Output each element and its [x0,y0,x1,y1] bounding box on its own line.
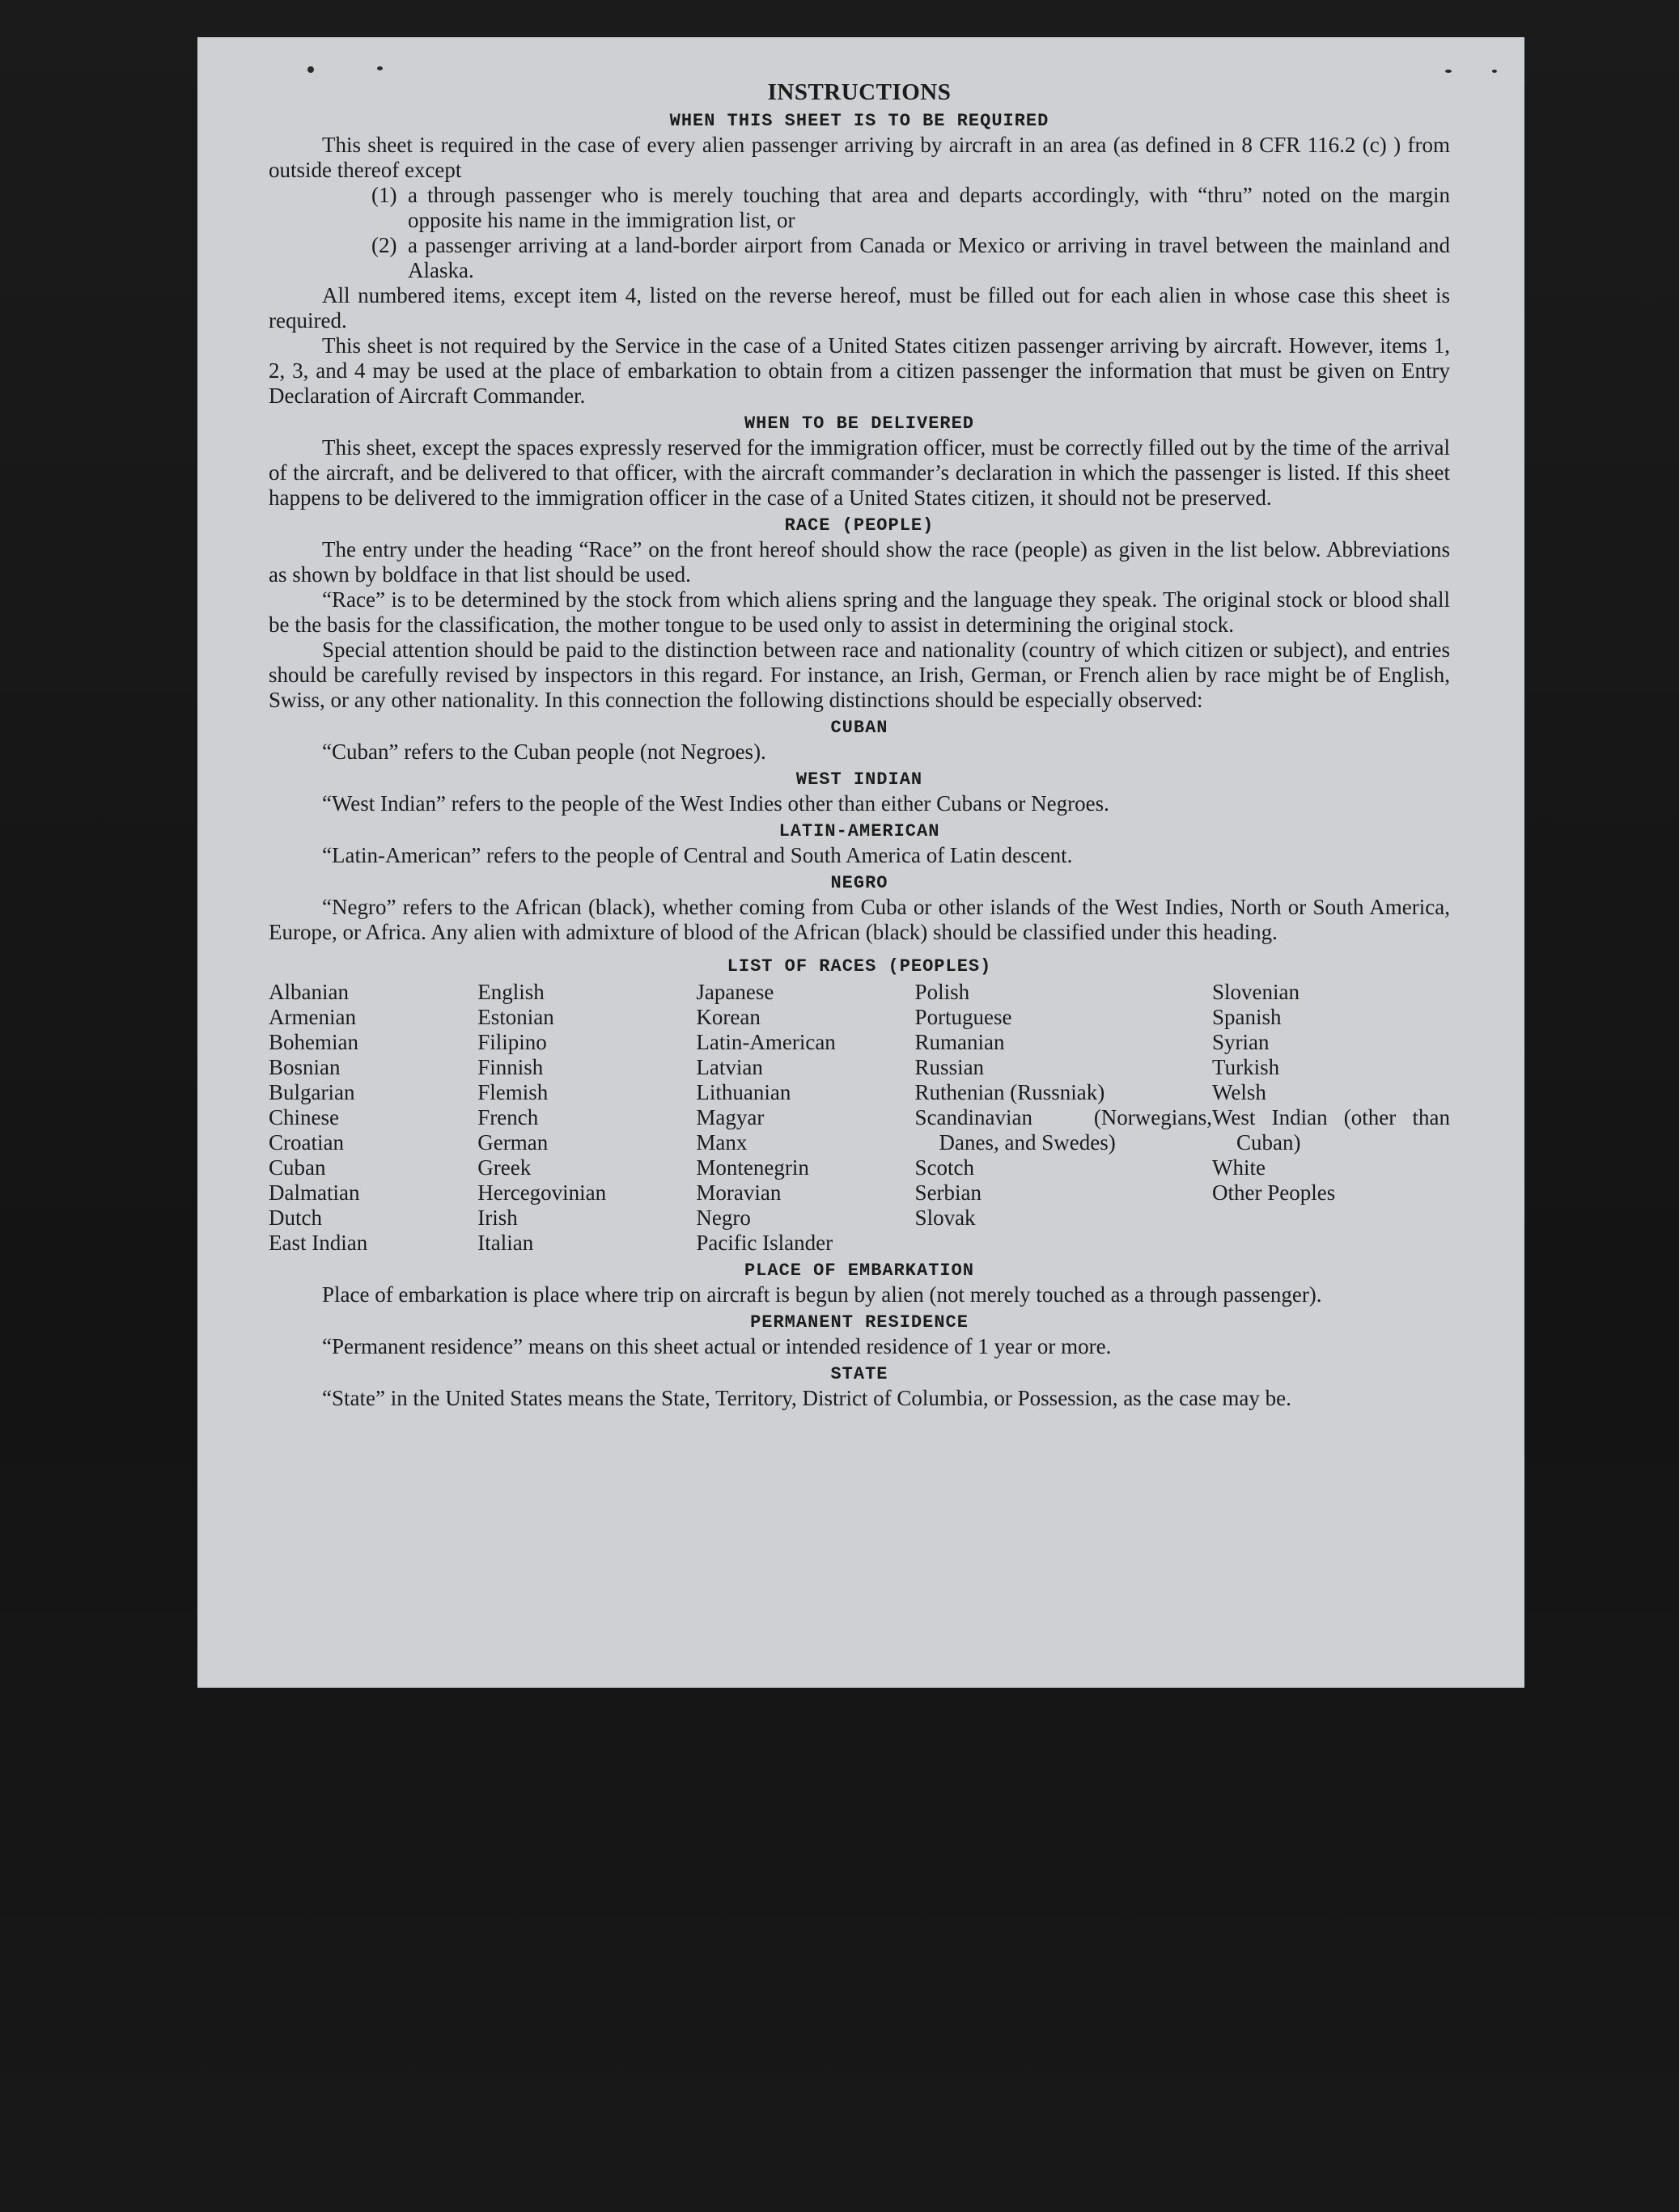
race-item: Bulgarian [269,1080,355,1104]
dust-speck [377,66,383,70]
race-item: Finnish [477,1055,544,1079]
race-item: Irish [477,1206,518,1230]
race-item: Bohemian [269,1030,358,1054]
heading-place-of-embarkation: PLACE OF EMBARKATION [744,1261,975,1281]
race-item: Albanian [269,980,349,1004]
heading-list-of-races: LIST OF RACES (PEOPLES) [727,956,992,977]
race-item: Flemish [477,1080,549,1104]
race-item: German [477,1130,549,1155]
race-item: Latvian [696,1055,763,1079]
paragraph-permanent-residence: “Permanent residence” means on this sheet actual or intended residence of 1 year or more. [322,1334,1112,1358]
dust-speck [307,66,314,73]
heading-when-required: WHEN THIS SHEET IS TO BE REQUIRED [669,111,1049,131]
race-column-5 [1212,980,1450,1256]
heading-cuban: CUBAN [830,718,888,738]
page-title: INSTRUCTIONS [767,79,952,105]
race-item: English [477,980,545,1004]
paragraph-race-entry: The entry under the heading “Race” on the front hereof should show the race (people) as given in the list below. Abbreviations as shown by boldface in that list should be used. [269,537,1450,587]
dust-speck [1445,70,1452,73]
race-item: Turkish [1212,1055,1280,1079]
race-item: Pacific Islander [696,1231,833,1255]
race-item: Scandinavian (Norwegians, Danes, and Swedes) [914,1105,1213,1155]
paragraph-race-nationality: Special attention should be paid to the distinction between race and nationality (country of which citizen or subject), and entries should be carefully revised by inspectors in this regard. For instance, an Irish, German, or French alien by race might be of English, Swiss, or any other nationality. In this connection the following distinctions should be especially observed: [269,638,1450,712]
heading-when-delivered: WHEN TO BE DELIVERED [744,413,975,434]
race-item: Italian [477,1231,534,1255]
race-item: Chinese [269,1105,339,1129]
heading-west-indian: WEST INDIAN [795,769,923,790]
race-item: Welsh [1212,1080,1266,1104]
race-column-4 [915,980,1212,1256]
exception-text: a through passenger who is merely touching that area and departs accordingly, with “thru” noted on the margin opposite his name in the immigration list, or [408,183,1450,232]
heading-race: RACE (PEOPLE) [784,515,935,536]
race-item: Cuban [269,1155,326,1180]
paragraph-race-determination: “Race” is to be determined by the stock from which aliens spring and the language they speak. The original stock or blood shall be the basis for the classification, the mother tongue to be used only to assist in determining the original stock. [269,587,1450,637]
race-item: Syrian [1212,1030,1270,1054]
race-list [269,980,1450,1256]
paragraph-west-indian: “West Indian” refers to the people of the West Indies other than either Cubans or Negroes. [322,791,1109,816]
race-item: Slovak [914,1206,976,1230]
paragraph-embarkation: Place of embarkation is place where trip on aircraft is begun by alien (not merely touched as a through passenger). [322,1282,1322,1307]
race-column-1 [269,980,477,1256]
exception-text: a passenger arriving at a land-border airport from Canada or Mexico or arriving in travel between the mainland and Alaska. [408,233,1450,282]
race-item: Moravian [696,1180,782,1205]
exception-number: (2) [371,233,397,257]
exception-item-1 [269,183,1450,233]
race-item: Montenegrin [696,1155,809,1180]
exception-number: (1) [371,183,397,207]
exception-item-2 [269,233,1450,283]
race-item: Serbian [914,1180,982,1205]
race-item: Greek [477,1155,532,1180]
race-item: French [477,1105,539,1129]
race-item: Dalmatian [269,1180,360,1205]
race-item: White [1212,1155,1266,1180]
paragraph-cuban: “Cuban” refers to the Cuban people (not Negroes). [322,739,766,764]
race-item: Manx [696,1130,748,1155]
race-item: Other Peoples [1212,1180,1336,1205]
race-item: Croatian [269,1130,344,1155]
race-item: Latin-American [696,1030,836,1054]
paragraph-negro: “Negro” refers to the African (black), whether coming from Cuba or other islands of the West Indies, North or South America, Europe, or Africa. Any alien with admixture of blood of the African (black) should be classified under this heading. [269,895,1450,944]
heading-permanent-residence: PERMANENT RESIDENCE [750,1312,969,1333]
race-item: Filipino [477,1030,547,1054]
race-item: Estonian [477,1005,554,1029]
paragraph-delivery: This sheet, except the spaces expressly reserved for the immigration officer, must be correctly filled out by the time of the arrival of the aircraft, and be delivered to that officer, with the aircraft commander’s declaration in which the passenger is listed. If this sheet happens to be delivered to the immigration officer in the case of a United States citizen, it should not be preserved. [269,435,1450,510]
race-column-2 [477,980,696,1256]
paragraph-latin-american: “Latin-American” refers to the people of Central and South America of Latin descent. [322,843,1073,867]
race-item: Bosnian [269,1055,341,1079]
race-item: Armenian [269,1005,356,1029]
heading-negro: NEGRO [830,873,888,893]
race-item: Korean [696,1005,761,1029]
race-item: Russian [914,1055,985,1079]
race-item: Dutch [269,1206,322,1230]
heading-state: STATE [830,1364,888,1384]
heading-latin-american: LATIN-AMERICAN [778,821,940,841]
paragraph-state: “State” in the United States means the State, Territory, District of Columbia, or Possession, as the case may be. [322,1386,1291,1410]
race-column-3 [696,980,914,1256]
dust-speck [1492,70,1497,73]
paragraph-citizen-passenger: This sheet is not required by the Service in the case of a United States citizen passenger arriving by aircraft. However, items 1, 2, 3, and 4 may be used at the place of embarkation to obtain from a citizen passenger the information that must be given on Entry Declaration of Aircraft Commander. [269,333,1450,408]
race-item: Hercegovinian [477,1180,607,1205]
race-item: Lithuanian [696,1080,791,1104]
race-item: Scotch [914,1155,975,1180]
race-item: East Indian [269,1231,368,1255]
race-item: Magyar [696,1105,765,1129]
race-item: Polish [914,980,970,1004]
race-item: Portuguese [914,1005,1012,1029]
race-item: Rumanian [914,1030,1005,1054]
paragraph-required-intro: This sheet is required in the case of every alien passenger arriving by aircraft in an area (as defined in 8 CFR 116.2 (c) ) from outside thereof except [269,133,1450,182]
paragraph-numbered-items: All numbered items, except item 4, listed on the reverse hereof, must be filled out for each alien in whose case this sheet is required. [269,283,1450,333]
race-item: Japanese [696,980,774,1004]
race-item: Ruthenian (Russniak) [914,1080,1105,1104]
race-item: Slovenian [1212,980,1300,1004]
instruction-sheet [197,37,1524,1688]
race-item: Spanish [1212,1005,1282,1029]
race-item: West Indian (other than Cuban) [1212,1105,1451,1155]
race-item: Negro [696,1206,751,1230]
